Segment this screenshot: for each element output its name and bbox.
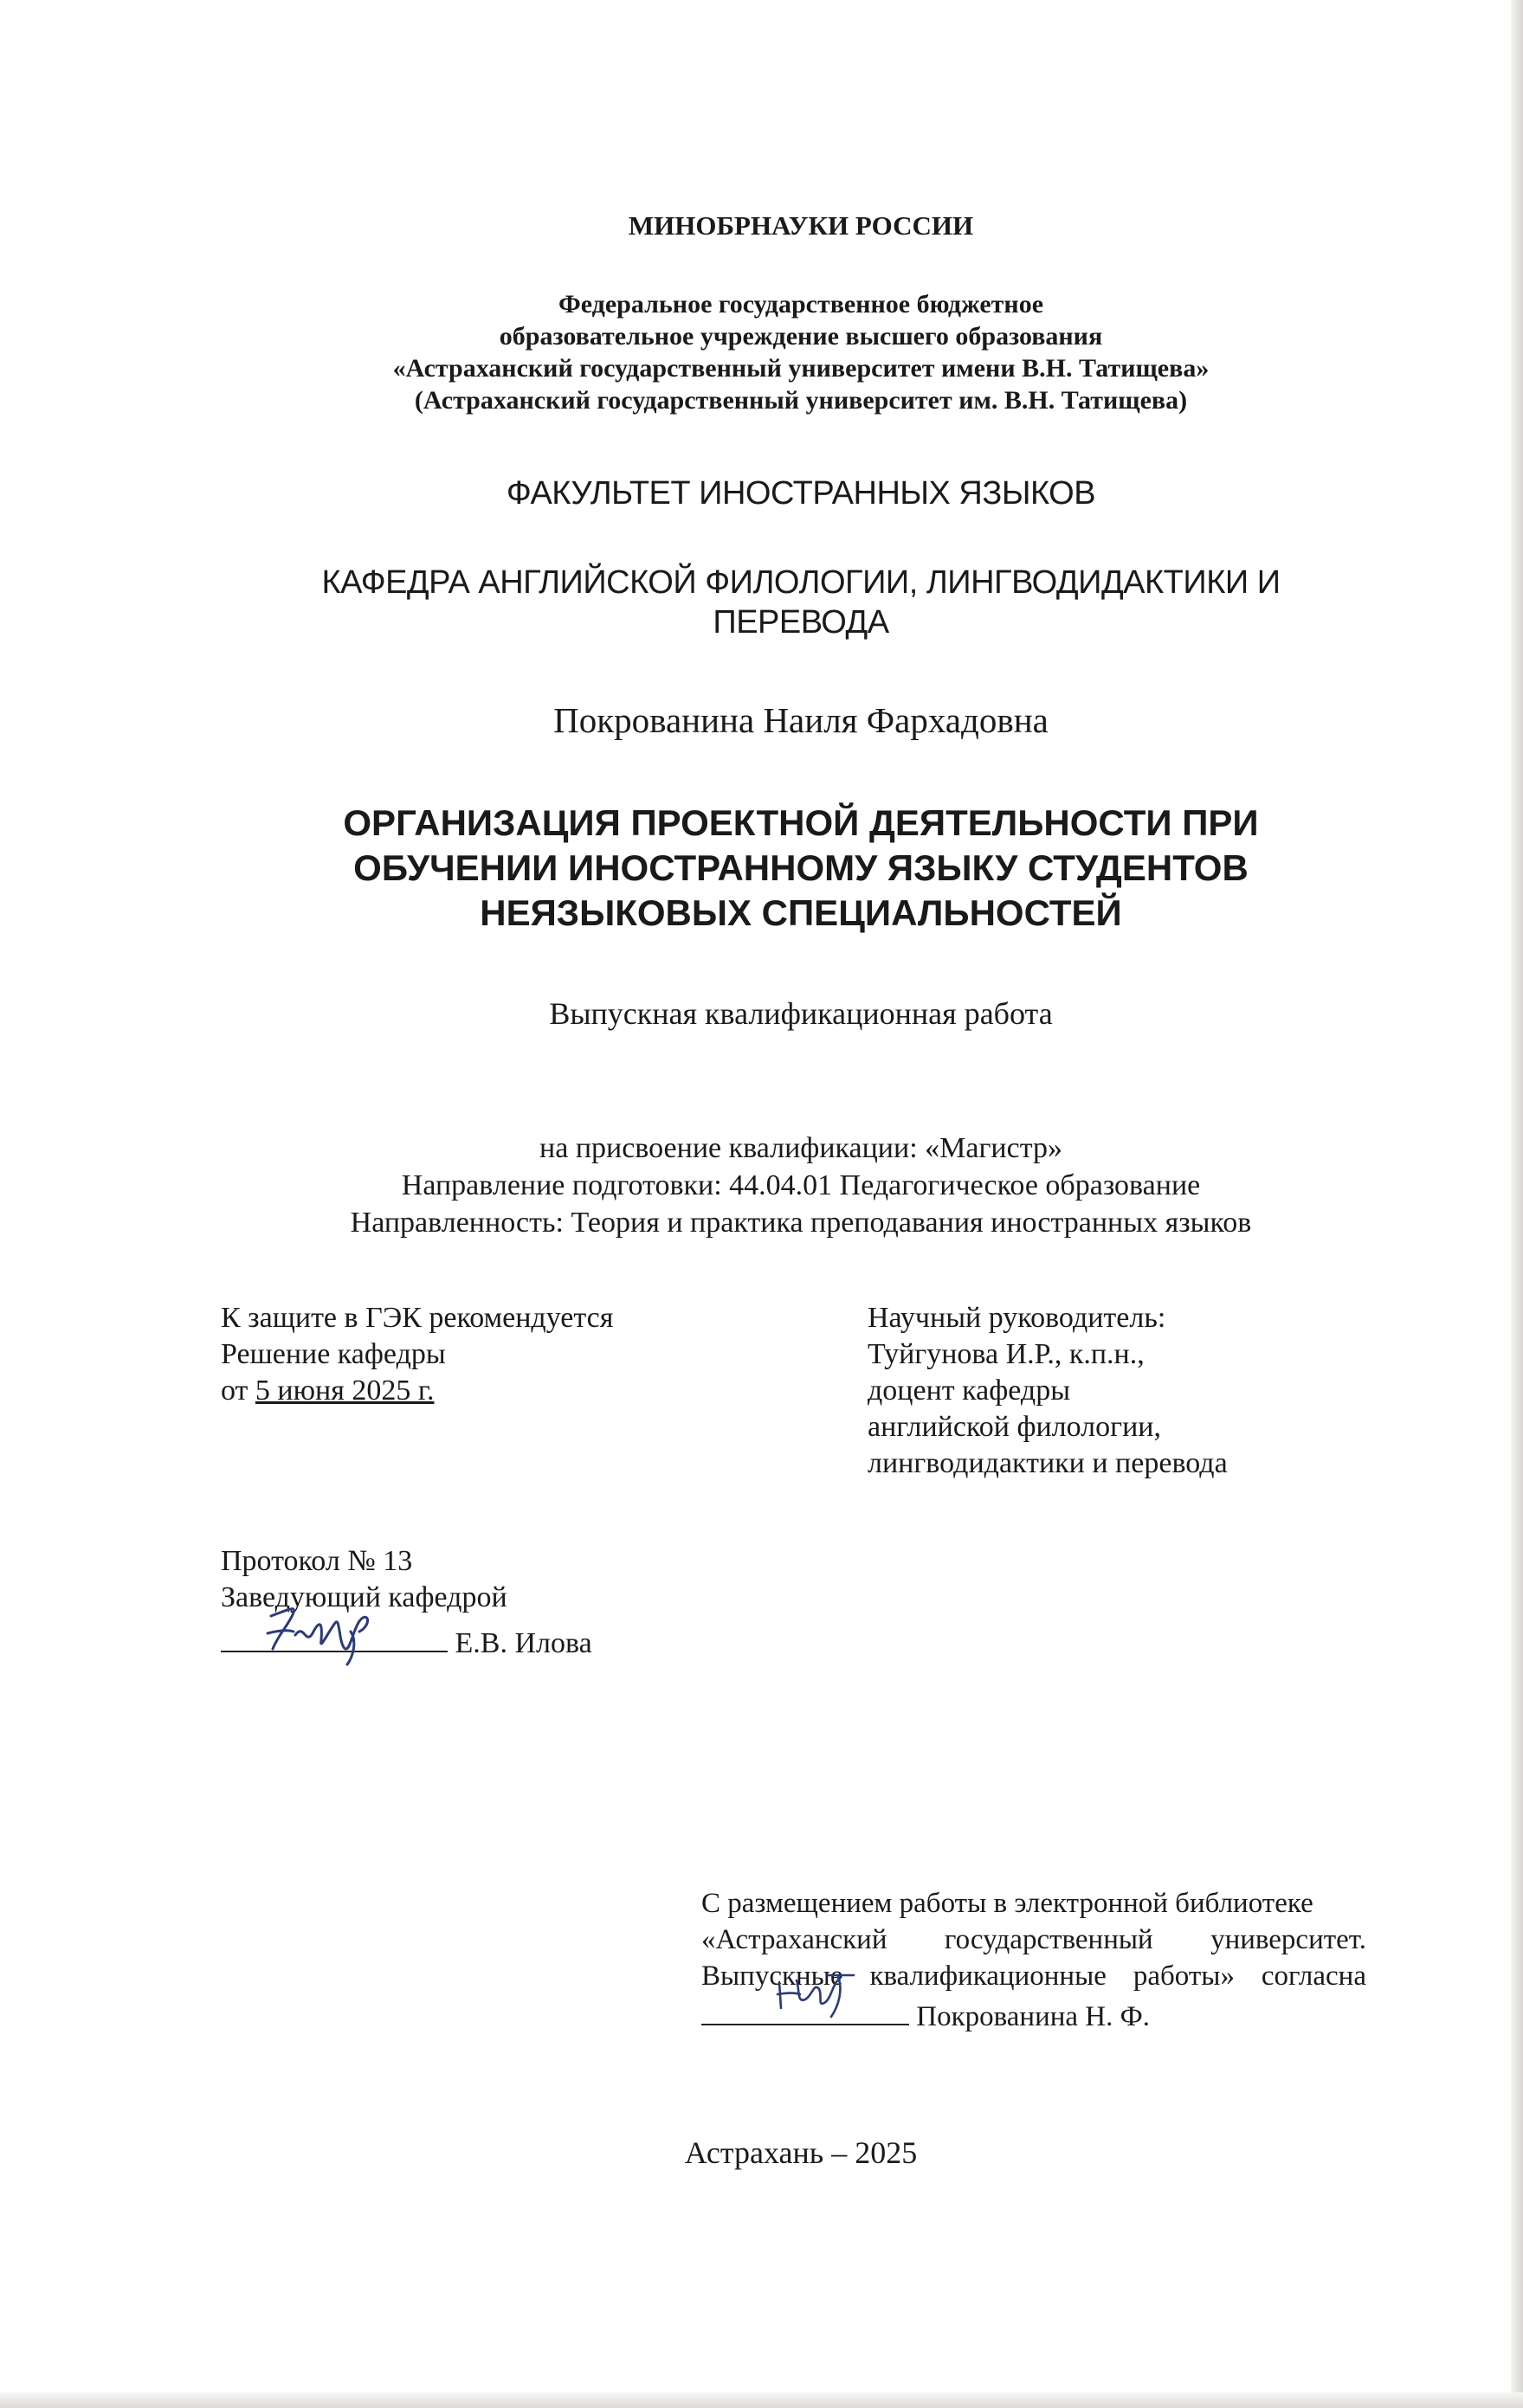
signature-line (701, 1994, 909, 2025)
consent-line: Выпускные квалификационные работы» согласна (701, 1961, 1366, 1992)
institution-name (242, 288, 1359, 416)
consent-line: С размещением работы в электронной библиотеке (701, 1888, 1313, 1919)
title-line: ОБУЧЕНИИ ИНОСТРАННОМУ ЯЗЫКУ СТУДЕНТОВ (353, 847, 1249, 888)
department-line: ПЕРЕВОДА (713, 604, 889, 641)
head-label: Заведующий кафедрой (221, 1581, 507, 1613)
library-consent (701, 1885, 1366, 2035)
decision-date-line (221, 1373, 613, 1409)
head-signature-line (221, 1616, 592, 1662)
paper-edge-right (1511, 0, 1523, 2408)
handwritten-signature (771, 1965, 866, 2025)
protocol-info (221, 1543, 592, 1662)
signature-line (221, 1616, 448, 1652)
department-line: КАФЕДРА АНГЛИЙСКОЙ ФИЛОЛОГИИ, ЛИНГВОДИДАКТИКИ И (321, 564, 1281, 601)
institution-line: Федеральное государственное бюджетное (558, 290, 1044, 319)
department-name (242, 563, 1359, 642)
supervisor-label: Научный руководитель: (868, 1302, 1166, 1334)
direction-line: Направление подготовки: 44.04.01 Педагогическое образование (401, 1169, 1201, 1201)
paper-edge-bottom (0, 2392, 1523, 2408)
institution-line: «Астраханский государственный университет имени В.Н. Татищева» (392, 354, 1210, 383)
ministry-name: МИНОБРНАУКИ РОССИИ (628, 210, 974, 241)
faculty-name: ФАКУЛЬТЕТ ИНОСТРАННЫХ ЯЗЫКОВ (506, 475, 1096, 512)
focus-line: Направленность: Теория и практика преподавания иностранных языков (350, 1207, 1252, 1239)
department-decision: Решение кафедры (221, 1338, 446, 1370)
defense-line: К защите в ГЭК рекомендуется (221, 1302, 614, 1334)
work-type: Выпускная квалификационная работа (549, 996, 1053, 1031)
decision-date: 5 июня 2025 г. (255, 1375, 435, 1407)
consent-signature-line (701, 1994, 1366, 2035)
qualification-line: на присвоение квалификации: «Магистр» (539, 1132, 1062, 1164)
supervisor-info (868, 1300, 1228, 1482)
supervisor-name: Туйгунова И.Р., к.п.н., (868, 1338, 1145, 1370)
head-name: Е.В. Илова (455, 1627, 592, 1659)
supervisor-position: лингводидактики и перевода (868, 1447, 1228, 1479)
author-name: Покрованина Наиля Фархадовна (553, 700, 1049, 740)
handwritten-signature (255, 1597, 394, 1666)
city-year: Астрахань – 2025 (684, 2135, 918, 2170)
consent-line: «Астраханский государственный университет. (701, 1924, 1366, 1955)
date-prefix: от (221, 1375, 255, 1407)
supervisor-position: доцент кафедры (868, 1375, 1071, 1407)
thesis-title (242, 801, 1359, 936)
signer-name: Покрованина Н. Ф. (916, 2001, 1150, 2032)
title-line: ОРГАНИЗАЦИЯ ПРОЕКТНОЙ ДЕЯТЕЛЬНОСТИ ПРИ (343, 802, 1259, 843)
defense-recommendation (221, 1300, 613, 1409)
protocol-number: Протокол № 13 (221, 1545, 413, 1577)
title-line: НЕЯЗЫКОВЫХ СПЕЦИАЛЬНОСТЕЙ (480, 892, 1122, 933)
institution-line: образовательное учреждение высшего образования (499, 322, 1103, 351)
supervisor-position: английской филологии, (868, 1411, 1161, 1443)
institution-line: (Астраханский государственный университет им. В.Н. Татищева) (414, 386, 1188, 415)
qualification-info (242, 1130, 1359, 1241)
